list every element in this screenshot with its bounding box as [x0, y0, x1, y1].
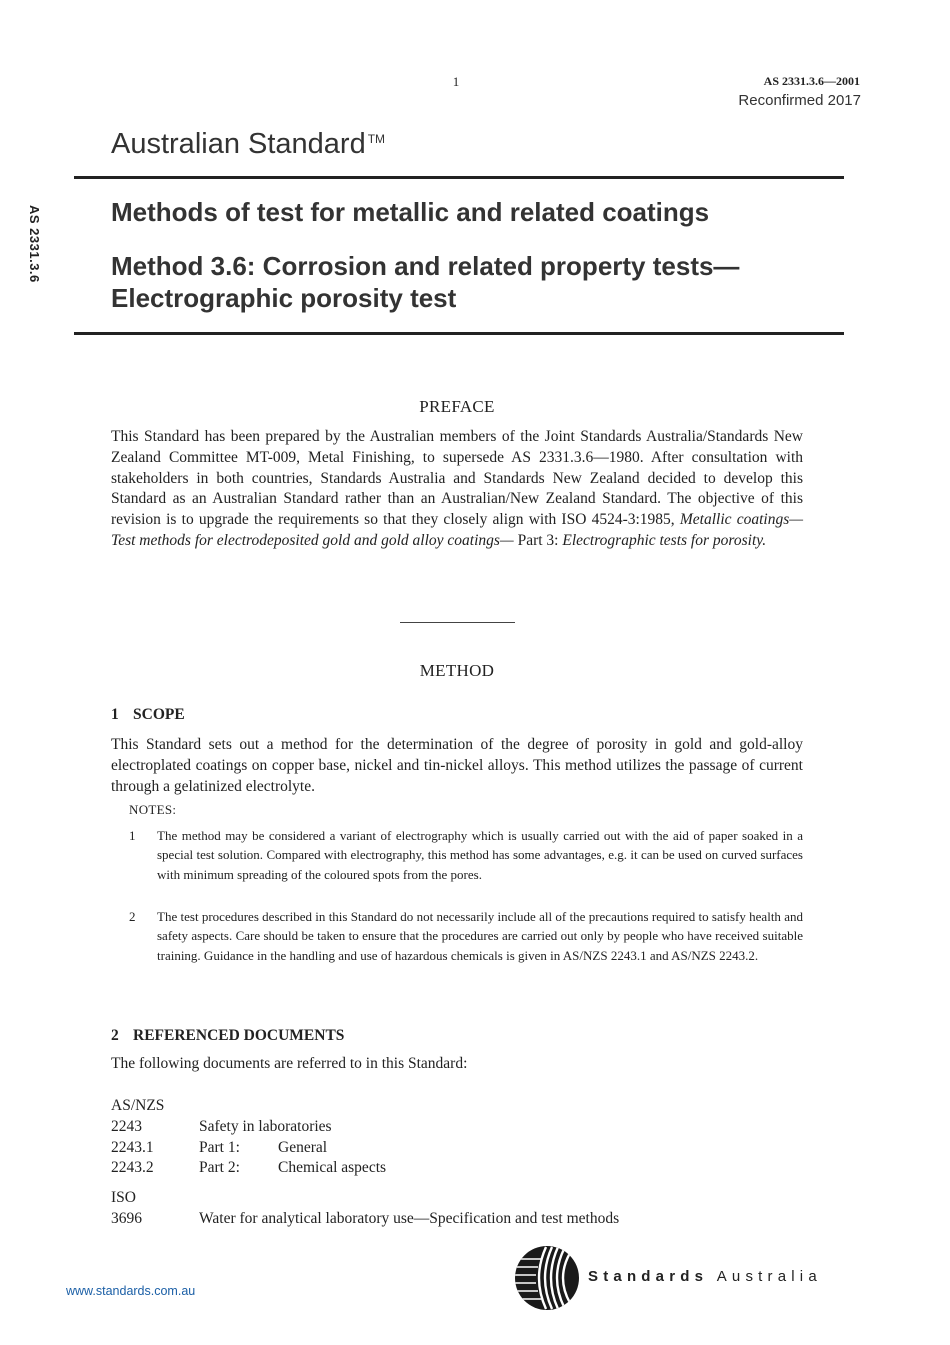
scope-title: SCOPE — [133, 706, 185, 723]
note-text: The method may be considered a variant of electrography which is usually carried out with the aid of paper soaked in a special test solution. Compared with electrography, this method has some advantages, e.g. it can be used on curved surfaces with minimum spreading of the coloured spots from the pores. — [157, 828, 803, 882]
ref-title: Water for analytical laboratory use—Specification and test methods — [199, 1210, 620, 1227]
refdocs-number: 2 — [111, 1027, 119, 1044]
ref-title: Safety in laboratories — [199, 1118, 332, 1135]
ref-title: Chemical aspects — [278, 1159, 387, 1176]
logo-wordmark — [588, 1268, 822, 1285]
logo-wordmark-bold: Standards — [588, 1268, 709, 1285]
preface-heading: PREFACE — [419, 397, 495, 416]
brand-title — [111, 128, 385, 161]
logo-wordmark-regular: Australia — [716, 1268, 822, 1285]
note-item — [129, 826, 803, 884]
refdocs-title: REFERENCED DOCUMENTS — [133, 1027, 345, 1044]
website-link[interactable]: www.standards.com.au — [66, 1284, 196, 1298]
ref-code: 2243.2 — [111, 1159, 154, 1176]
ref-part: Part 1: — [199, 1139, 240, 1156]
ref-group-label: AS/NZS — [111, 1097, 165, 1114]
method-title: Method 3.6: Corrosion and related property tests—Electrographic porosity test — [111, 251, 740, 313]
preface-paragraph — [111, 427, 803, 552]
standards-australia-logo-icon — [514, 1245, 580, 1311]
preface-part-label: Part 3: — [517, 531, 559, 549]
ref-code: 2243 — [111, 1118, 142, 1135]
ref-code: 3696 — [111, 1210, 142, 1227]
note-item — [129, 907, 803, 965]
method-heading: METHOD — [419, 661, 495, 680]
preface-text: This Standard has been prepared by the Australian members of the Joint Standards Australia/Standards New Zealand Committee MT-009, Metal Finishing, to supersede AS 2331.3.6—1980. After consultation with stakeholders in both countries, Standards Australia and Standards New Zealand decided to develop this Standard as an Australian Standard rather than an Australian/New Zealand Standard. The objective of this revision is to upgrade the requirements so that they closely align with ISO 4524-3:1985, — [111, 428, 803, 529]
page-number: 1 — [452, 74, 460, 89]
title-rule-top — [74, 176, 844, 179]
ref-code: 2243.1 — [111, 1139, 154, 1156]
ref-group-label: ISO — [111, 1189, 136, 1206]
scope-paragraph: This Standard sets out a method for the determination of the degree of porosity in gold and gold-alloy electroplated coatings on copper base, nickel and tin-nickel alloys. This method utilizes the passage of current through a gelatinized electrolyte. — [111, 736, 803, 795]
document-title: Methods of test for metallic and related coatings — [111, 197, 710, 227]
note-number: 2 — [129, 909, 136, 924]
reconfirmed-note: Reconfirmed 2017 — [738, 92, 861, 109]
ref-part: Part 2: — [199, 1159, 240, 1176]
scope-number: 1 — [111, 706, 119, 723]
title-rule-bottom — [74, 332, 844, 335]
notes-label: NOTES: — [129, 802, 177, 817]
note-number: 1 — [129, 828, 136, 843]
ref-title: General — [278, 1139, 328, 1156]
scope-heading — [111, 706, 185, 724]
referenced-documents-heading — [111, 1027, 344, 1045]
side-document-label: AS 2331.3.6 — [27, 205, 42, 283]
brand-name: Australian Standard — [111, 128, 366, 160]
section-divider — [400, 622, 515, 623]
refdocs-intro: The following documents are referred to in this Standard: — [111, 1055, 468, 1072]
preface-reference-title: Metallic coatings—Test methods for electrodeposited gold and gold alloy coatings— — [111, 511, 804, 549]
document-id: AS 2331.3.6—2001 — [763, 74, 860, 88]
preface-part-title: Electrographic tests for porosity. — [562, 531, 767, 549]
trademark-mark: TM — [367, 132, 386, 146]
note-text: The test procedures described in this Standard do not necessarily include all of the precautions required to satisfy health and safety aspects. Care should be taken to ensure that the procedures are carried out only by people who have received suitable training. Guidance in the handling and use of hazardous chemicals is given in AS/NZS 2243.1 and AS/NZS 2243.2. — [157, 909, 803, 963]
